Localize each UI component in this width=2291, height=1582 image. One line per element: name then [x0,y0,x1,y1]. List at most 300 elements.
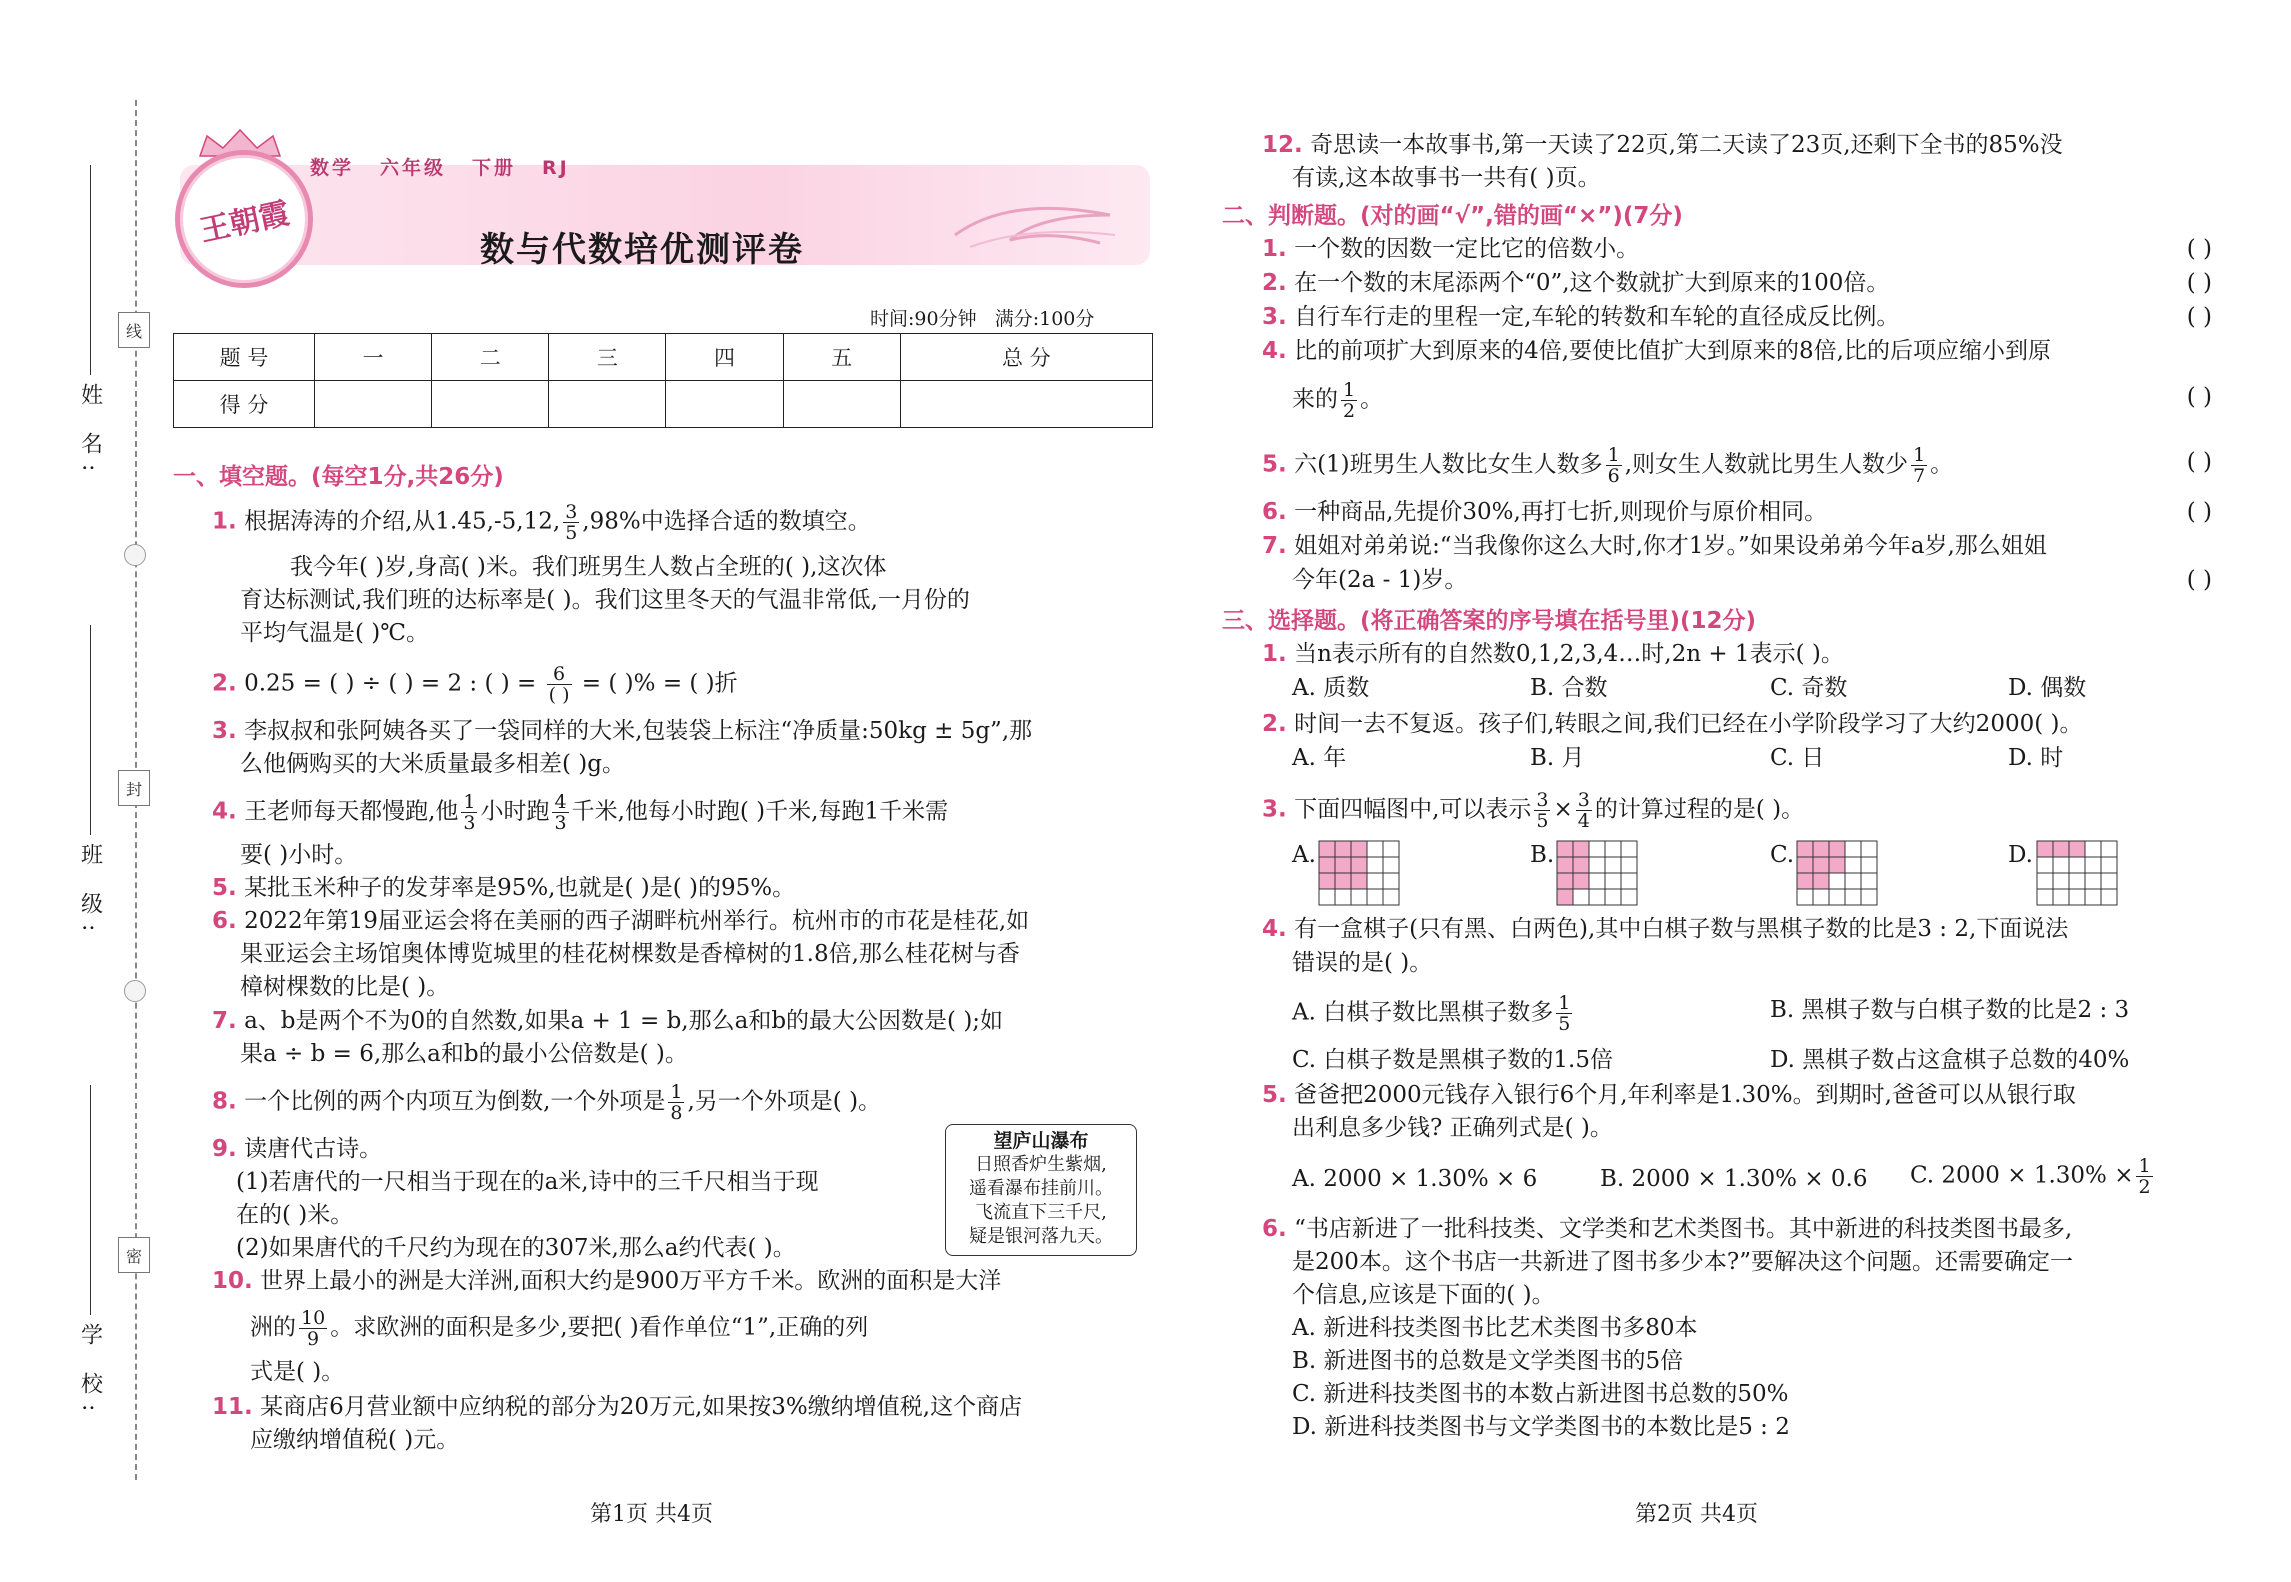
full-score: 满分:100分 [994,308,1095,330]
grid-cell [1319,841,1335,857]
numerator: 1 [1343,379,1356,401]
option-b[interactable]: B. 合数 [1530,675,1608,701]
q-text: 式是( )。 [250,1359,345,1385]
q-text: 是200本。这个书店一共新进了图书多少本?”要解决这个问题。还需要确定一 [1292,1249,2073,1275]
grid-cell [2085,873,2101,889]
q-text: 下面四幅图中,可以表示 [1294,796,1532,823]
question-number: 4. [212,798,237,825]
answer-paren[interactable]: ( ) [2186,270,2212,296]
question-number: 10. [212,1268,253,1294]
grid-cell [2085,841,2101,857]
question-number: 1. [212,508,237,535]
question-12 [1262,128,2063,162]
grid-cell [1367,857,1383,873]
question-9 [212,1132,382,1166]
grid-cell [1351,857,1367,873]
q-text: 一个比例的两个内项互为倒数,一个外项是 [244,1088,666,1115]
q-text: 樟树棵数的比是( )。 [240,974,450,1000]
class-label: 班 级: [77,843,103,942]
q-text: 千米,他每小时跑( )千米,每跑1千米需 [571,798,949,825]
question-number: 3. [1262,304,1287,330]
q-text: 么他俩购买的大米质量最多相差( )g。 [240,751,625,777]
question-3 [212,714,1032,748]
judge-6 [1262,495,2212,529]
option-a[interactable]: A. 2000 × 1.30% × 6 [1292,1166,1538,1192]
fraction [668,1082,684,1123]
option-a[interactable]: A. 年 [1292,745,1347,771]
option-a[interactable]: A. [1292,842,1316,868]
denominator: 7 [1913,465,1926,487]
question-number: 1. [1262,641,1287,667]
q-text: 一种商品,先提价30%,再打七折,则现价与原价相同。 [1294,499,1828,525]
question-number: 4. [1262,338,1287,364]
grid-cell [1813,841,1829,857]
option-c[interactable]: C. 白棋子数是黑棋子数的1.5倍 [1292,1047,1613,1073]
page-title: 数与代数培优测评卷 [480,230,804,270]
section-choice: 三、选择题。(将正确答案的序号填在括号里)(12分) [1222,608,1757,634]
grid-cell [2101,873,2117,889]
question-number: 2. [1262,711,1287,737]
q-text: 比的前项扩大到原来的4倍,要使比值扩大到原来的8倍,比的后项应缩小到原 [1294,338,2051,364]
score-cell[interactable] [315,381,432,428]
q-text: ,另一个外项是( )。 [687,1088,882,1115]
grid-option-b[interactable] [1556,840,1638,906]
grid-cell [2069,857,2085,873]
q-text: 在一个数的末尾添两个“0”,这个数就扩大到原来的100倍。 [1294,270,1890,296]
grid-cell [1813,857,1829,873]
answer-paren[interactable]: ( ) [2186,384,2212,410]
question-number: 5. [1262,451,1287,478]
denominator: 9 [307,1328,320,1350]
name-field[interactable] [70,165,110,481]
grid-cell [1335,889,1351,905]
question-4 [212,792,948,833]
option-c[interactable] [1910,1156,2156,1197]
school-label: 学 校: [77,1323,103,1422]
subject-line [310,153,596,180]
question-number: 3. [212,718,237,744]
q-text: 0.25 = ( ) ÷ ( ) = 2 : ( ) = [244,670,544,697]
q-text: 王老师每天都慢跑,他 [244,798,459,825]
grid-cell [1845,873,1861,889]
q-text: 今年(2a - 1)岁。 [1292,567,1468,593]
grid-cell [1621,841,1637,857]
option-c[interactable]: C. 新进科技类图书的本数占新进图书总数的50% [1292,1381,1789,1407]
poem-box [945,1124,1137,1256]
q-text: 爸爸把2000元钱存入银行6个月,年利率是1.30%。到期时,爸爸可以从银行取 [1294,1082,2076,1108]
question-number: 1. [1262,236,1287,262]
score-cell[interactable] [783,381,900,428]
judge-1 [1262,232,2212,266]
grid-cell [2101,857,2117,873]
class-field[interactable] [70,625,110,941]
score-header: 二 [432,334,549,381]
q-text: 根据涛涛的介绍,从1.45,-5,12, [244,508,561,535]
grid-cell [1813,873,1829,889]
score-cell[interactable] [900,381,1152,428]
option-c[interactable]: C. 日 [1770,745,1825,771]
grid-cell [1605,889,1621,905]
denominator: 2 [2138,1176,2151,1198]
page-footer-1: 第1页 共4页 [590,1502,713,1527]
name-label: 姓 名: [77,383,103,482]
q-text: 读唐代古诗。 [244,1136,383,1162]
q-text: 一个数的因数一定比它的倍数小。 [1294,236,1640,262]
choice-2 [1262,707,2082,741]
grid-cell [1335,873,1351,889]
poem-title: 望庐山瀑布 [993,1130,1089,1152]
score-row-label: 得 分 [174,381,315,428]
q10-line2 [250,1308,868,1349]
question-number: 4. [1262,916,1287,942]
grid-cell [2037,889,2053,905]
option-d[interactable]: D. 偶数 [2008,675,2087,701]
question-number: 3. [1262,796,1287,823]
question-2 [212,664,738,705]
brand-logo [175,150,313,288]
grid-cell [2069,889,2085,905]
grid-cell [1813,889,1829,905]
option-d[interactable]: D. [2008,842,2033,868]
score-header: 三 [549,334,666,381]
fraction [1576,790,1592,831]
time-limit: 时间:90分钟 [870,308,977,330]
grid-cell [1845,841,1861,857]
grid-cell [1829,873,1845,889]
option-a[interactable] [1292,993,1575,1034]
grid-cell [1319,873,1335,889]
answer-paren[interactable]: ( ) [2186,236,2212,262]
poem-line: 飞流直下三千尺, [975,1202,1107,1223]
numerator: 3 [1577,789,1590,811]
answer-paren[interactable]: ( ) [2186,567,2212,593]
edition: RJ [542,157,570,179]
grid-option-d[interactable] [2036,840,2118,906]
fraction [1606,445,1622,486]
grid-cell [1829,889,1845,905]
grid-cell [1621,889,1637,905]
term: 下册 [472,157,517,179]
score-header: 四 [666,334,783,381]
fraction [299,1308,327,1349]
grid-cell [1861,841,1877,857]
grid-cell [1383,873,1399,889]
judge-5: 5. 六(1)班男生人数比女生人数多 $\frac{1}{6}$ ,则女生人数就比男生人数少 $\frac{1}{7}$ 。 ( ) [1262,444,2212,487]
numerator: 1 [463,791,476,813]
q-text: 果a ÷ b = 6,那么a和b的最小公倍数是( )。 [240,1041,688,1067]
numerator: 3 [565,501,578,523]
question-number: 2. [212,670,237,697]
fraction [2136,1156,2152,1197]
numerator: 4 [554,791,567,813]
choice-1 [1262,637,1844,671]
section-fill-blank: 一、填空题。(每空1分,共26分) [173,464,504,490]
q-text: 错误的是( )。 [1292,950,1433,976]
q-text: 六(1)班男生人数比女生人数多 [1294,451,1603,478]
denominator: 5 [1558,1013,1571,1035]
q-text: 出利息多少钱? 正确列式是( )。 [1292,1115,1613,1141]
fraction [1341,380,1357,421]
fraction [1534,790,1550,831]
fraction [1556,993,1572,1034]
grid-cell [1605,873,1621,889]
grid-cell [1573,857,1589,873]
grid-cell [1845,889,1861,905]
score-cell[interactable] [666,381,783,428]
option-a[interactable]: A. 新进科技类图书比艺术类图书多80本 [1292,1315,1698,1341]
question-1 [212,502,871,543]
answer-paren[interactable]: ( ) [2186,304,2212,330]
grid-cell [2053,841,2069,857]
q-text: ,98%中选择合适的数填空。 [582,508,871,535]
question-number: 8. [212,1088,237,1115]
grid-cell [1589,857,1605,873]
q-text: 某批玉米种子的发芽率是95%,也就是( )是( )的95%。 [244,875,796,901]
judge-7-line2 [1292,563,2212,597]
denominator: 3 [463,812,476,834]
grid-cell [1335,841,1351,857]
numerator: 10 [301,1307,326,1329]
question-5 [212,871,795,905]
q-text: 有一盒棋子(只有黑、白两色),其中白棋子数与黑棋子数的比是3 : 2,下面说法 [1294,916,2069,942]
grid-cell [1573,841,1589,857]
q-text: a、b是两个不为0的自然数,如果a + 1 = b,那么a和b的最大公因数是( );如 [244,1008,1004,1034]
grid-cell [1367,889,1383,905]
score-cell[interactable] [549,381,666,428]
section-judge: 二、判断题。(对的画“√”,错的画“×”)(7分) [1222,203,1683,229]
option-d[interactable]: D. 新进科技类图书与文学类图书的本数比是5 : 2 [1292,1414,1790,1440]
option-d[interactable]: D. 黑棋子数占这盒棋子总数的40% [1770,1047,2130,1073]
poem-line: 日照香炉生紫烟, [975,1154,1107,1175]
grid-cell [1319,857,1335,873]
score-header: 总 分 [900,334,1152,381]
question-6 [212,904,1029,938]
numerator: 1 [1607,444,1620,466]
grid-cell [1335,857,1351,873]
choice-3: 3. 下面四幅图中,可以表示 $\frac{3}{5}$ × $\frac{3}{4}$ 的计算过程的是( )。 [1262,789,1805,832]
grid-cell [1557,857,1573,873]
grid-cell [1557,841,1573,857]
question-10 [212,1264,1001,1298]
q-text: 育达标测试,我们班的达标率是( )。我们这里冬天的气温非常低,一月份的 [240,587,970,613]
denominator: 5 [565,522,578,544]
grid-cell [1861,873,1877,889]
fraction [1911,445,1927,486]
poem-line: 遥看瀑布挂前川。 [969,1178,1113,1199]
grid-cell [2101,841,2117,857]
grid-option-a[interactable] [1318,840,1400,906]
option-c[interactable]: C. 奇数 [1770,675,1848,701]
grid-cell [2053,889,2069,905]
grid-cell [1797,873,1813,889]
option-b[interactable]: B. 新进图书的总数是文学类图书的5倍 [1292,1348,1684,1374]
grid-cell [2069,873,2085,889]
grid-cell [1383,857,1399,873]
q-text: (1)若唐代的一尺相当于现在的a米,诗中的三千尺相当于现 [236,1169,819,1195]
grid-cell [1589,841,1605,857]
question-7 [212,1004,1003,1038]
q-text: 来的 [1292,386,1338,413]
binding-hole [124,544,146,566]
poem-line: 疑是银河落九天。 [969,1226,1113,1247]
q-text: 当n表示所有的自然数0,1,2,3,4…时,2n + 1表示( )。 [1294,641,1844,667]
score-cell[interactable] [432,381,549,428]
question-number: 6. [1262,499,1287,525]
judge-7 [1262,529,2047,563]
grid-cell [1351,873,1367,889]
q-text: C. 2000 × 1.30% × [1910,1162,2134,1189]
binding-hole [124,980,146,1002]
question-number: 7. [1262,533,1287,559]
q-text: 洲的 [250,1314,296,1341]
grid-cell [1351,841,1367,857]
q-text: 某商店6月营业额中应纳税的部分为20万元,如果按3%缴纳增值税,这个商店 [260,1394,1023,1420]
grid-cell [1829,841,1845,857]
grid-cell [1383,889,1399,905]
fraction [461,792,477,833]
numerator: 1 [1913,444,1926,466]
grid-cell [1589,873,1605,889]
score-table [173,333,1153,428]
grid-cell [1845,857,1861,873]
question-11 [212,1390,1022,1424]
q-text: 奇思读一本故事书,第一天读了22页,第二天读了23页,还剩下全书的85%没 [1310,132,2063,158]
option-c[interactable]: C. [1770,842,1795,868]
numerator: 1 [1558,992,1571,1014]
grid-cell [2053,857,2069,873]
q-text: 应缴纳增值税( )元。 [250,1427,460,1453]
choice-6 [1262,1212,2072,1246]
q-text: “书店新进了一批科技类、文学类和艺术类图书。其中新进的科技类图书最多, [1294,1216,2073,1242]
question-number: 7. [212,1008,237,1034]
score-header: 五 [783,334,900,381]
grid-cell [1367,841,1383,857]
grid-cell [2037,857,2053,873]
grid-cell [1319,889,1335,905]
denominator: 3 [554,812,567,834]
choice-4 [1262,912,2068,946]
question-number: 2. [1262,270,1287,296]
denominator: ( ) [548,684,570,706]
fraction [563,502,579,543]
q-text: 果亚运会主场馆奥体博览城里的桂花树棵数是香樟树的1.8倍,那么桂花树与香 [240,941,1020,967]
numerator: 1 [2138,1155,2151,1177]
grid-cell [1589,889,1605,905]
q-text: 要( )小时。 [240,842,358,868]
grid-cell [2037,841,2053,857]
judge-4-line2: 来的 $\frac{1}{2}$ 。 ( ) [1292,379,2212,422]
grid-cell [1605,841,1621,857]
option-b[interactable]: B. 月 [1530,745,1585,771]
q-text: 个信息,应该是下面的( )。 [1292,1282,1555,1308]
grid-cell [1829,857,1845,873]
grid-cell [1861,889,1877,905]
option-d[interactable]: D. 时 [2008,745,2064,771]
q-text: (2)如果唐代的千尺约为现在的307米,那么a约代表( )。 [236,1235,796,1261]
grid-option-c[interactable] [1796,840,1878,906]
grid-cell [1383,841,1399,857]
question-number: 5. [212,875,237,901]
denominator: 5 [1536,810,1549,832]
time-info [870,304,1094,331]
choice-5 [1262,1078,2076,1112]
option-a[interactable]: A. 质数 [1292,675,1370,701]
q-text: 。求欧洲的面积是多少,要把( )看作单位“1”,正确的列 [330,1314,869,1341]
q-text: 的计算过程的是( )。 [1594,796,1805,823]
numerator: 3 [1536,789,1549,811]
grid-cell [2085,889,2101,905]
question-8 [212,1082,881,1123]
cut-mark-xian: 线 [118,312,150,348]
question-number: 5. [1262,1082,1287,1108]
grid-cell [2085,857,2101,873]
question-number: 11. [212,1394,253,1420]
answer-paren[interactable]: ( ) [2186,449,2212,475]
question-number: 12. [1262,132,1303,158]
q-text: 2022年第19届亚运会将在美丽的西子湖畔杭州举行。杭州市的市花是桂花,如 [244,908,1030,934]
q-text: 时间一去不复返。孩子们,转眼之间,我们已经在小学阶段学习了大约2000( )。 [1294,711,2083,737]
question-number: 6. [212,908,237,934]
grid-cell [1573,889,1589,905]
grid-cell [1621,873,1637,889]
q-text: A. 白棋子数比黑棋子数多 [1292,999,1554,1026]
denominator: 6 [1607,465,1620,487]
q-text: 世界上最小的洲是大洋洲,面积大约是900万平方千米。欧洲的面积是大洋 [260,1268,1002,1294]
question-number: 9. [212,1136,237,1162]
grid-cell [1797,841,1813,857]
grid-cell [2053,873,2069,889]
grid-cell [1557,873,1573,889]
score-header: 题 号 [174,334,315,381]
q-text: 姐姐对弟弟说:“当我像你这么大时,你才1岁。”如果设弟弟今年a岁,那么姐姐 [1294,533,2047,559]
option-b[interactable]: B. 黑棋子数与白棋子数的比是2 : 3 [1770,997,2130,1023]
logo-text: 王朝霞 [197,195,293,249]
grid-cell [1573,873,1589,889]
score-header: 一 [315,334,432,381]
q-text: 有读,这本故事书一共有( )页。 [1292,165,1601,191]
option-b[interactable]: B. 2000 × 1.30% × 0.6 [1600,1166,1868,1192]
numerator: 6 [547,664,572,685]
q-text: ,则女生人数就比男生人数少 [1624,451,1909,478]
judge-2 [1262,266,2212,300]
numerator: 1 [670,1081,683,1103]
q-text: = ( )% = ( )折 [574,670,738,697]
grid-cell [1797,857,1813,873]
option-b[interactable]: B. [1530,842,1555,868]
grid-cell [1351,889,1367,905]
fraction [552,792,568,833]
cut-mark-mi: 密 [118,1237,150,1273]
subject: 数学 [310,157,355,179]
question-number: 6. [1262,1216,1287,1242]
grid-cell [1797,889,1813,905]
denominator: 2 [1343,400,1356,422]
grid-cell [2037,873,2053,889]
denominator: 4 [1577,810,1590,832]
cut-mark-feng: 封 [118,770,150,806]
answer-paren[interactable]: ( ) [2186,499,2212,525]
grid-cell [2101,889,2117,905]
grid-cell [1367,873,1383,889]
school-field[interactable] [70,1085,110,1421]
q-text: 李叔叔和张阿姨各买了一袋同样的大米,包装袋上标注“净质量:50kg ± 5g”,那 [244,718,1033,744]
judge-3 [1262,300,2212,334]
grid-cell [1861,857,1877,873]
grid-cell [1557,889,1573,905]
q-text: 在的( )米。 [236,1202,354,1228]
grade: 六年级 [380,157,447,179]
fraction [547,664,572,705]
